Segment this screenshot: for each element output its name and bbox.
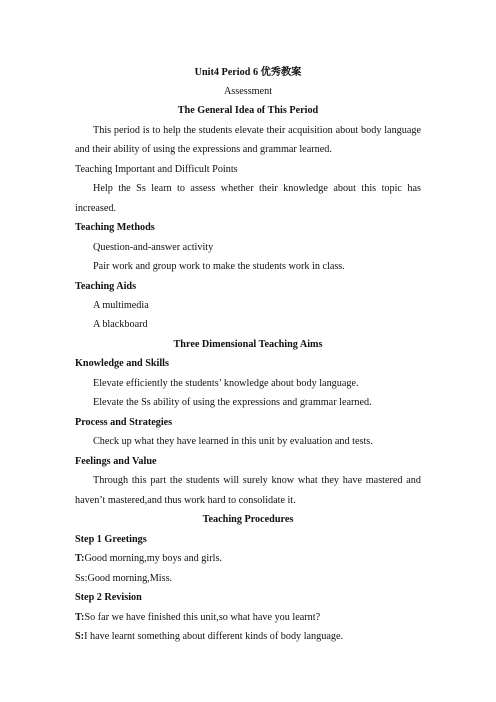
section-heading-teaching-methods: Teaching Methods [75,222,155,233]
section-heading-teaching-aids: Teaching Aids [75,281,137,292]
feelings-line-1: Through this part the students will surely know what they have mastered and [93,475,421,486]
section-heading-process-strategies: Process and Strategies [75,417,173,428]
section-heading-general-idea: The General Idea of This Period [177,105,319,116]
teaching-method-item-1: Question-and-answer activity [93,242,214,253]
dialogue-line-1: T:Good morning,my boys and girls. [75,553,222,564]
step-2-heading: Step 2 Revision [75,592,142,603]
dialogue-line-2: Ss:Good morning,Miss. [75,573,173,584]
dialogue-line-4: S:I have learnt something about different kinds of body language. [75,631,344,642]
document-title: Unit4 Period 6 优秀教案 [194,67,302,78]
teaching-method-item-2: Pair work and group work to make the students work in class. [93,261,345,272]
teaching-points-line-1: Help the Ss learn to assess whether their knowledge about this topic has [93,183,421,194]
general-idea-line-1: This period is to help the students elevate their acquisition about body language [93,125,421,136]
knowledge-item-1: Elevate efficiently the students’ knowledge about body language. [93,378,359,389]
section-heading-teaching-points: Teaching Important and Difficult Points [75,164,238,175]
dialogue-line-3: T:So far we have finished this unit,so what have you learnt? [75,612,321,623]
knowledge-item-2: Elevate the Ss ability of using the expressions and grammar learned. [93,397,372,408]
process-item-1: Check up what they have learned in this unit by evaluation and tests. [93,436,373,447]
section-heading-assessment: Assessment [223,86,273,97]
section-heading-knowledge-skills: Knowledge and Skills [75,358,169,369]
feelings-line-2: haven’t mastered,and thus work hard to consolidate it. [75,495,296,506]
teaching-aid-item-2: A blackboard [93,319,148,330]
section-heading-three-dimensional-aims: Three Dimensional Teaching Aims [173,339,323,350]
general-idea-line-2: and their ability of using the expressions and grammar learned. [75,144,332,155]
section-heading-feelings-value: Feelings and Value [75,456,157,467]
step-1-heading: Step 1 Greetings [75,534,147,545]
teaching-aid-item-1: A multimedia [93,300,149,311]
section-heading-teaching-procedures: Teaching Procedures [202,514,294,525]
teaching-points-line-2: increased. [75,203,117,214]
